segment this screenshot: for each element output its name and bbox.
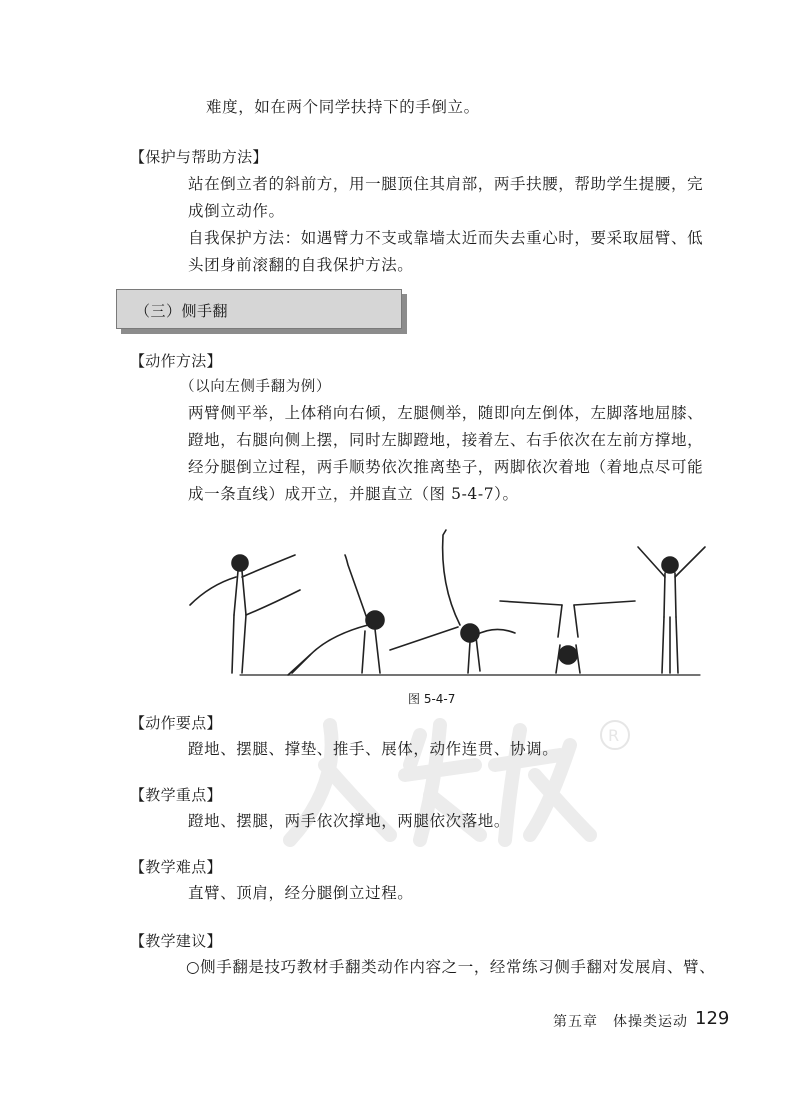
protection-heading: 【保护与帮助方法】 [130,148,268,166]
protection-line-2: 成倒立动作。 [188,202,285,220]
method-line-3: 经分腿倒立过程，两手顺势依次推离垫子，两脚依次着地（着地点尽可能 [188,458,704,476]
method-line-4: 成一条直线）成开立，并腿直立（图 5-4-7）。 [188,485,519,503]
focus-text: 蹬地、摆腿，两手依次撑地，两腿依次落地。 [188,812,511,830]
suggestion-text: ○侧手翻是技巧教材手翻类动作内容之一，经常练习侧手翻对发展肩、臂、 [186,958,716,976]
section-title: （三）侧手翻 [135,302,229,320]
page-number: 129 [695,1008,730,1029]
method-note: （以向左侧手翻为例） [180,379,331,395]
method-line-2: 蹬地，右腿向侧上摆，同时左脚蹬地，接着左、右手依次在左前方撑地， [188,431,704,449]
difficulty-heading: 【教学难点】 [130,858,222,876]
keypoints-text: 蹬地、摆腿、撑垫、推手、展体，动作连贯、协调。 [188,740,559,758]
figure-caption: 图 5-4-7 [408,692,456,706]
svg-text:R: R [608,726,620,745]
protection-line-1: 站在倒立者的斜前方，用一腿顶住其肩部，两手扶腰，帮助学生提腰，完 [188,175,704,193]
cartwheel-figure [180,525,720,680]
protection-line-4: 头团身前滚翻的自我保护方法。 [188,256,414,274]
section-header-box [116,289,402,329]
footer-chapter: 第五章 体操类运动 [553,1014,688,1030]
method-line-1: 两臂侧平举，上体稍向右倾，左腿侧举，随即向左倒体，左脚落地屈膝、 [188,404,704,422]
protection-line-3: 自我保护方法：如遇臂力不支或靠墙太近而失去重心时，要采取屈臂、低 [188,229,704,247]
keypoints-heading: 【动作要点】 [130,714,222,732]
para-continuation: 难度，如在两个同学扶持下的手倒立。 [206,98,480,116]
method-heading: 【动作方法】 [130,352,222,370]
difficulty-text: 直臂、顶肩，经分腿倒立过程。 [188,884,414,902]
suggestion-heading: 【教学建议】 [130,932,222,950]
focus-heading: 【教学重点】 [130,786,222,804]
